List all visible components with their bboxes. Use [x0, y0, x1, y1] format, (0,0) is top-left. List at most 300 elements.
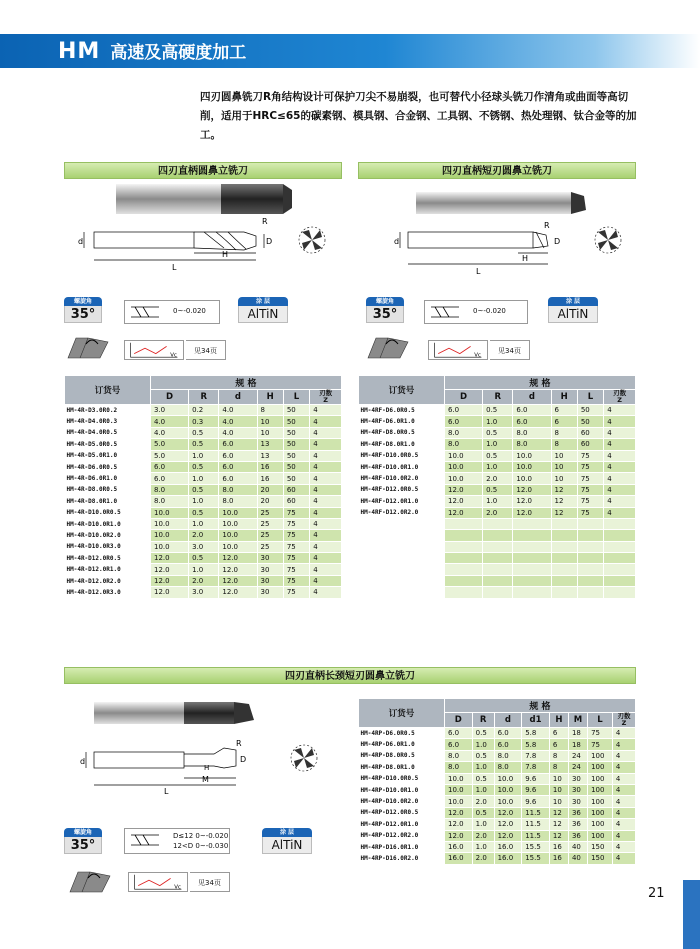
intro-paragraph: 四刃圆鼻铣刀R角结构设计可保护刀尖不易崩裂，也可替代小径球头铣刀作清角或曲面等高切削，适用于HRC≤65的碳素钢、模具钢、合金钢、工具钢、不锈钢、热处理钢、钛合金等的加工。 [200, 91, 637, 141]
dim-R-label: R [262, 217, 268, 226]
spec-cell: 6 [549, 728, 568, 739]
dim-R-label-3: R [236, 739, 242, 748]
spec-cell: 30 [257, 575, 283, 586]
table-row [359, 473, 636, 484]
spec-cell: 11.5 [522, 830, 550, 841]
spec-cell: 6.0 [494, 728, 522, 739]
spec-cell: 10.0 [494, 784, 522, 795]
order-code-cell: HM-4RP-D6.0R1.0 [359, 739, 445, 750]
spec-cell [551, 575, 577, 586]
spec-cell: 4 [612, 739, 635, 750]
flute-cross-section-icon-2 [595, 227, 621, 253]
spec-cell [577, 518, 603, 529]
spec-cell: 4 [604, 473, 636, 484]
spec-cell [513, 575, 551, 586]
spec-cell: 1.0 [189, 450, 219, 461]
spec-cell: 30 [257, 587, 283, 598]
table-row [359, 439, 636, 450]
tool-drawing-2 [358, 180, 638, 290]
spec-cell: 60 [283, 496, 309, 507]
page-title [58, 38, 246, 64]
order-code-cell: HM-4R-D6.0R1.0 [65, 473, 151, 484]
spec-cell: 12.0 [494, 830, 522, 841]
spec-cell [513, 530, 551, 541]
table-row [359, 484, 636, 495]
spec-cell: 36 [568, 830, 587, 841]
table-row [65, 473, 342, 484]
table-row [359, 518, 636, 529]
spec-cell: 100 [588, 773, 613, 784]
spec-cell: 4 [310, 541, 342, 552]
order-code-cell: HM-4RF-D10.0R1.0 [359, 461, 445, 472]
spec-cell: 4 [310, 518, 342, 529]
spec-cell [445, 564, 483, 575]
spec-cell: 4 [612, 853, 635, 864]
spec-cell: 12.0 [219, 553, 257, 564]
dim-d-label: d [78, 237, 84, 246]
cutting-data-ref-2: Vc 见34页 [428, 340, 530, 360]
spec-cell [577, 541, 603, 552]
spec-cell [445, 587, 483, 598]
spec-cell: 10.0 [494, 796, 522, 807]
spec-cell: 0.5 [483, 405, 513, 416]
order-code-cell: HM-4RP-D16.0R2.0 [359, 853, 445, 864]
table-row [65, 530, 342, 541]
spec-cell: 6.0 [445, 416, 483, 427]
spec-cell: 4 [612, 807, 635, 818]
spec-cell: 4 [310, 427, 342, 438]
spec-cell: 10 [551, 450, 577, 461]
short-end-mill-illustration [358, 180, 638, 290]
dim-H-label: H [222, 250, 229, 259]
order-code-cell: HM-4RF-D6.0R0.5 [359, 405, 445, 416]
spec-cell: 10.0 [219, 541, 257, 552]
spec-header-2: 规 格 [445, 376, 636, 390]
spec-cell: 4 [612, 762, 635, 773]
order-code-cell: HM-4R-D6.0R0.5 [65, 461, 151, 472]
spec-cell: 75 [577, 473, 603, 484]
spec-cell [577, 575, 603, 586]
spec-cell [445, 541, 483, 552]
spec-cell: 8.0 [494, 762, 522, 773]
order-code-cell: HM-4R-D8.0R0.5 [65, 484, 151, 495]
spec-cell: 10.0 [445, 450, 483, 461]
spec-cell: 100 [588, 807, 613, 818]
spec-cell: 12 [549, 807, 568, 818]
spec-cell: 1.0 [472, 819, 494, 830]
spec-cell: 4 [310, 507, 342, 518]
order-code-cell: HM-4RP-D8.0R1.0 [359, 762, 445, 773]
table-row [359, 553, 636, 564]
spec-cell: 10.0 [219, 507, 257, 518]
spec-cell: 6.0 [219, 450, 257, 461]
spec-cell: 4 [612, 750, 635, 761]
spec-cell [604, 518, 636, 529]
spec-cell: 2.0 [472, 830, 494, 841]
spec-cell: 12.0 [151, 575, 189, 586]
helix-angle-badge-1: 螺旋角 35° [64, 297, 102, 323]
spec-cell: 16.0 [494, 853, 522, 864]
spec-cell: 100 [588, 784, 613, 795]
order-code-cell: HM-4R-D10.0R3.0 [65, 541, 151, 552]
spec-cell: 100 [588, 762, 613, 773]
spec-cell: 12.0 [219, 564, 257, 575]
spec-cell: 13 [257, 439, 283, 450]
spec-cell: 13 [257, 450, 283, 461]
spec-cell: 50 [283, 461, 309, 472]
order-code-cell: HM-4RP-D12.0R1.0 [359, 819, 445, 830]
spec-cell: 1.0 [483, 416, 513, 427]
spec-cell: 4 [310, 439, 342, 450]
spec-cell: 4 [310, 416, 342, 427]
spec-cell: 4 [604, 484, 636, 495]
table-row [359, 461, 636, 472]
order-code-cell [359, 530, 445, 541]
tolerance-icon [129, 304, 165, 320]
spec-cell: 16 [549, 841, 568, 852]
helix-angle-badge-3: 螺旋角 35° [64, 828, 102, 854]
table-row [359, 427, 636, 438]
spec-cell: 12.0 [445, 830, 473, 841]
spec-cell: 100 [588, 750, 613, 761]
spec-cell: 6.0 [513, 416, 551, 427]
spec-cell: 0.5 [472, 807, 494, 818]
spec-cell: 4 [612, 784, 635, 795]
spec-cell: 60 [577, 439, 603, 450]
spec-cell: 10.0 [151, 530, 189, 541]
spec-cell: 16 [549, 853, 568, 864]
spec-cell: 4 [612, 796, 635, 807]
order-code-cell: HM-4RP-D10.0R2.0 [359, 796, 445, 807]
spec-cell: 0.5 [189, 427, 219, 438]
dim-D-label: D [266, 237, 273, 246]
spec-cell: 12.0 [151, 564, 189, 575]
spec-cell: 24 [568, 762, 587, 773]
spec-cell: 4 [612, 728, 635, 739]
spec-cell: 8 [257, 405, 283, 416]
table-row [359, 450, 636, 461]
order-code-cell: HM-4RF-D8.0R1.0 [359, 439, 445, 450]
coating-badge-3: 涂 层 AlTiN [262, 828, 312, 854]
spec-cell: 11.5 [522, 819, 550, 830]
spec-cell: 10.0 [445, 773, 473, 784]
spec-cell: 75 [283, 587, 309, 598]
table-row [359, 773, 636, 784]
page-edge-strip [683, 880, 700, 949]
helix-angle-badge-2: 螺旋角 35° [366, 297, 404, 323]
spec-cell: 75 [283, 507, 309, 518]
table-row [359, 405, 636, 416]
flute-cross-section-icon-3 [291, 745, 317, 771]
order-code-cell [359, 587, 445, 598]
spec-cell: 8.0 [445, 427, 483, 438]
spec-cell: 150 [588, 841, 613, 852]
spec-cell: 75 [283, 518, 309, 529]
order-code-cell: HM-4RF-D10.0R0.5 [359, 450, 445, 461]
cutting-speed-graph-icon-2 [428, 340, 488, 360]
cutting-speed-graph-icon-3 [128, 872, 188, 892]
spec-cell: 4 [612, 830, 635, 841]
spec-cell: 10.0 [219, 518, 257, 529]
order-code-cell: HM-4R-D8.0R1.0 [65, 496, 151, 507]
spec-cell: 0.3 [189, 416, 219, 427]
spec-cell: 30 [257, 553, 283, 564]
spec-cell [577, 530, 603, 541]
spec-cell: 12.0 [513, 484, 551, 495]
order-header-3: 订货号 [359, 699, 445, 728]
spec-cell: 3.0 [189, 541, 219, 552]
spec-cell: 100 [588, 796, 613, 807]
spec-cell: 18 [568, 739, 587, 750]
spec-cell: 4 [310, 484, 342, 495]
spec-cell [577, 587, 603, 598]
spec-cell: 2.0 [189, 530, 219, 541]
spec-cell: 30 [568, 784, 587, 795]
spec-cell [604, 553, 636, 564]
table-row [65, 541, 342, 552]
spec-cell: 0.5 [483, 427, 513, 438]
spec-cell: 4 [604, 416, 636, 427]
spec-cell: 12 [551, 484, 577, 495]
spec-cell: 75 [577, 450, 603, 461]
order-code-cell: HM-4R-D5.0R1.0 [65, 450, 151, 461]
order-code-cell: HM-4R-D10.0R2.0 [65, 530, 151, 541]
spec-cell: 4 [604, 450, 636, 461]
spec-cell: 2.0 [483, 473, 513, 484]
table-row [65, 496, 342, 507]
spec-cell: 0.5 [483, 484, 513, 495]
spec-cell: 75 [588, 739, 613, 750]
table-row [359, 807, 636, 818]
spec-cell: 2.0 [189, 575, 219, 586]
spec-cell: 20 [257, 496, 283, 507]
spec-cell [551, 530, 577, 541]
table-row [65, 518, 342, 529]
spec-cell: 6.0 [151, 461, 189, 472]
table-row [65, 564, 342, 575]
table-row [65, 507, 342, 518]
dim-d-label-3: d [80, 757, 86, 766]
spec-cell: 75 [283, 530, 309, 541]
spec-cell: 2.0 [472, 796, 494, 807]
spec-cell [513, 541, 551, 552]
tool-drawing-1 [64, 180, 344, 290]
spec-cell: 75 [577, 461, 603, 472]
spec-cell: 50 [283, 473, 309, 484]
spec-cell: 4 [310, 564, 342, 575]
table-row [359, 728, 636, 739]
tolerance-box-2: 0~-0.020 [424, 300, 528, 324]
spec-cell: 6.0 [445, 405, 483, 416]
spec-cell: 2.0 [483, 507, 513, 518]
spec-cell [483, 530, 513, 541]
spec-cell: 8 [549, 762, 568, 773]
spec-cell: 1.0 [472, 784, 494, 795]
table-row [65, 439, 342, 450]
spec-cell: 12.0 [445, 807, 473, 818]
spec-cell [513, 518, 551, 529]
spec-cell: 75 [283, 564, 309, 575]
spec-cell: 10 [551, 473, 577, 484]
workpiece-icon-3 [68, 866, 112, 894]
spec-cell: 4 [604, 496, 636, 507]
table-row [65, 427, 342, 438]
spec-cell: 30 [568, 773, 587, 784]
spec-cell: 4 [612, 841, 635, 852]
table-row [65, 461, 342, 472]
dim-L-label-2: L [476, 267, 481, 276]
table-row [65, 484, 342, 495]
spec-cell: 1.0 [472, 762, 494, 773]
spec-cell: 10 [549, 796, 568, 807]
spec-cell: 12.0 [494, 807, 522, 818]
spec-cell: 0.5 [472, 773, 494, 784]
spec-cell: 4 [604, 461, 636, 472]
section-title-2: 四刃直柄短刃圆鼻立铣刀 [358, 162, 636, 179]
spec-cell: 8.0 [219, 484, 257, 495]
dim-d-label-2: d [394, 237, 400, 246]
spec-cell: 1.0 [483, 461, 513, 472]
flute-cross-section-icon [299, 227, 325, 253]
spec-cell: 0.5 [472, 728, 494, 739]
order-code-cell: HM-4RF-D12.0R2.0 [359, 507, 445, 518]
table-row [359, 762, 636, 773]
spec-cell [604, 564, 636, 575]
spec-cell [551, 564, 577, 575]
spec-cell: 4 [310, 461, 342, 472]
spec-cell [483, 518, 513, 529]
spec-cell: 10.0 [445, 796, 473, 807]
spec-header-3: 规 格 [445, 699, 636, 713]
spec-cell: 1.0 [472, 739, 494, 750]
spec-cell: 60 [283, 484, 309, 495]
spec-cell: 0.5 [483, 450, 513, 461]
spec-cell: 10.0 [494, 773, 522, 784]
spec-cell: 40 [568, 841, 587, 852]
spec-cell: 9.6 [522, 796, 550, 807]
spec-cell [483, 575, 513, 586]
spec-cell: 6.0 [219, 473, 257, 484]
spec-cell: 8.0 [513, 427, 551, 438]
dim-H-label-2: H [522, 254, 529, 263]
workpiece-icon [66, 332, 110, 360]
spec-cell: 10 [257, 416, 283, 427]
spec-cell: 10.0 [151, 541, 189, 552]
spec-cell: 4.0 [219, 427, 257, 438]
dim-D-label-2: D [554, 237, 561, 246]
table-row [359, 575, 636, 586]
cutting-speed-graph-icon [124, 340, 184, 360]
spec-cell: 0.2 [189, 405, 219, 416]
workpiece-icon-2 [366, 332, 410, 360]
table-row [65, 416, 342, 427]
spec-cell: 12.0 [513, 496, 551, 507]
spec-cell: 25 [257, 530, 283, 541]
spec-table-2: 订货号 规 格 D R d H L 刃数 Z HM-4RF-D6.0R0.5 6.0 0.5 6.0 6 50 4 HM-4RF-D6.0R1.0 6.0 1.0 6.0 6 50 4 HM-4RF-D8.0R0.5 8.0 0.5 8.0 8 60 4 HM-4RF-D8.0R1.0 8.0 1.0 8.0 8 60 4 HM-4RF-D10.0R0.5 10.0 0.5 10.0 10 75 4 HM-4RF-D10.0R1.0 10.0 1.0 10.0 10 75 4 HM-4RF-D10.0R2.0 10.0 2.0 10.0 10 75 4 HM-4RF-D12.0R0.5 12.0 0.5 12.0 12 75 4 HM-4RF-D12.0R1.0 12.0 1.0 12.0 12 75 4 HM-4RF-D12.0R2.0 12.0 2.0 12.0 12 75 4 [358, 375, 636, 599]
table-row [65, 450, 342, 461]
spec-cell: 16 [257, 461, 283, 472]
spec-cell: 7.8 [522, 762, 550, 773]
spec-table-3: 订货号 规 格 D R d d1 H M L 刃数 Z HM-4RP-D6.0R0.5 6.0 0.5 6.0 5.8 6 18 75 4 HM-4RP-D6.0R1.0 6.0 1.0 6.0 5.8 6 18 75 4 HM-4RP-D8.0R0.5 8.0 0.5 8.0 7.8 8 24 100 4 HM-4RP-D8.0R1.0 8.0 1.0 8.0 7.8 8 24 100 4 HM-4RP-D10.0R0.5 10.0 0.5 10.0 9.6 10 30 100 4 HM-4RP-D10.0R1.0 10.0 1.0 10.0 9.6 10 30 100 4 HM-4RP-D10.0R2.0 10.0 2.0 10.0 9.6 10 30 100 4 HM-4RP-D12.0R0.5 12.0 0.5 12.0 11.5 12 36 100 4 HM-4RP-D12.0R1.0 12.0 1.0 12.0 11.5 12 36 100 4 HM-4RP-D12.0R2.0 12.0 2.0 12.0 11.5 12 36 100 4 HM-4RP-D16.0R1.0 16.0 1.0 16.0 15.5 16 40 150 4 HM-4RP-D16.0R2.0 16.0 2.0 16.0 15.5 16 40 150 4 [358, 698, 636, 865]
long-neck-end-mill-illustration [64, 690, 354, 800]
spec-cell: 8.0 [151, 484, 189, 495]
spec-cell: 0.5 [189, 507, 219, 518]
spec-cell: 50 [283, 439, 309, 450]
order-code-cell: HM-4R-D4.0R0.5 [65, 427, 151, 438]
spec-cell: 10.0 [445, 461, 483, 472]
spec-cell: 1.0 [189, 564, 219, 575]
spec-cell: 8.0 [513, 439, 551, 450]
order-code-cell: HM-4R-D12.0R3.0 [65, 587, 151, 598]
order-code-cell: HM-4RF-D6.0R1.0 [359, 416, 445, 427]
spec-cell: 4 [612, 819, 635, 830]
spec-cell: 16.0 [494, 841, 522, 852]
spec-cell: 9.6 [522, 773, 550, 784]
svg-text:Vc: Vc [174, 884, 181, 891]
spec-cell: 75 [283, 575, 309, 586]
spec-cell: 6.0 [445, 728, 473, 739]
table-row [359, 830, 636, 841]
spec-cell: 10 [257, 427, 283, 438]
spec-cell [483, 587, 513, 598]
spec-cell: 10.0 [513, 450, 551, 461]
spec-cell: 3.0 [151, 405, 189, 416]
dim-R-label-2: R [544, 221, 550, 230]
table-row [359, 750, 636, 761]
spec-cell: 12.0 [219, 587, 257, 598]
cutting-data-ref-1: Vc 见34页 [124, 340, 226, 360]
order-code-cell [359, 518, 445, 529]
spec-cell [445, 518, 483, 529]
spec-cell: 5.8 [522, 728, 550, 739]
spec-cell: 10.0 [445, 473, 483, 484]
spec-cell [551, 518, 577, 529]
spec-cell: 8 [551, 427, 577, 438]
table-row [65, 575, 342, 586]
spec-cell: 4 [310, 473, 342, 484]
order-code-cell: HM-4R-D10.0R1.0 [65, 518, 151, 529]
spec-cell: 7.8 [522, 750, 550, 761]
order-header: 订货号 [65, 376, 151, 405]
order-code-cell: HM-4RF-D8.0R0.5 [359, 427, 445, 438]
spec-cell: 6.0 [513, 405, 551, 416]
spec-cell: 30 [257, 564, 283, 575]
spec-cell: 18 [568, 728, 587, 739]
dim-L-label: L [172, 263, 177, 272]
spec-cell [551, 587, 577, 598]
spec-cell: 0.5 [189, 484, 219, 495]
spec-cell: 4 [310, 553, 342, 564]
spec-cell: 75 [577, 507, 603, 518]
order-code-cell: HM-4R-D12.0R1.0 [65, 564, 151, 575]
table-row [359, 541, 636, 552]
spec-cell: 4 [310, 496, 342, 507]
spec-cell: 2.0 [472, 853, 494, 864]
table-row [359, 796, 636, 807]
subtitle-text: 高速及高硬度加工 [110, 43, 247, 63]
spec-cell: 4 [310, 530, 342, 541]
spec-cell [483, 541, 513, 552]
order-code-cell: HM-4R-D12.0R0.5 [65, 553, 151, 564]
spec-cell: 6.0 [445, 739, 473, 750]
order-code-cell: HM-4RP-D12.0R0.5 [359, 807, 445, 818]
spec-cell [513, 564, 551, 575]
spec-cell: 8 [549, 750, 568, 761]
spec-cell: 6 [549, 739, 568, 750]
spec-cell [604, 530, 636, 541]
spec-cell: 12.0 [219, 575, 257, 586]
spec-cell: 12 [549, 830, 568, 841]
